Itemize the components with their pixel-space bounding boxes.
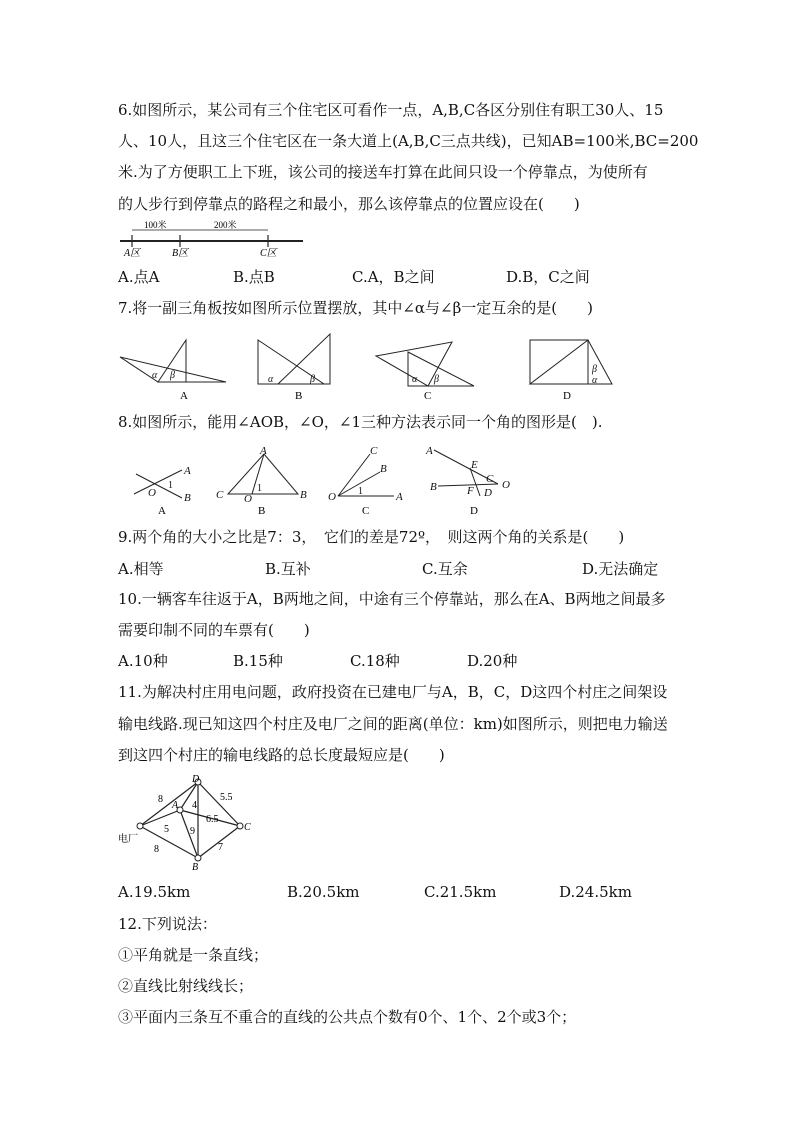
q9-option-d: D.无法确定 bbox=[582, 560, 659, 578]
q11-line-3: 到这四个村庄的输电线路的总长度最短应是( ) bbox=[118, 746, 445, 764]
q10-line-1: 10.一辆客车往返于A，B两地之间，中途有三个停靠站，那么在A、B两地之间最多 bbox=[118, 590, 666, 608]
q11-option-d: D.24.5km bbox=[559, 883, 632, 901]
q11-figure bbox=[116, 772, 256, 872]
q11-edge-b-c: 7 bbox=[218, 842, 223, 853]
q6-line-4: 的人步行到停靠点的路程之和最小，那么该停靠点的位置应设在( ) bbox=[118, 195, 580, 213]
q11-option-a: A.19.5km bbox=[118, 883, 191, 901]
q9-option-a: A.相等 bbox=[118, 560, 164, 578]
q8-d-pt-c: C bbox=[486, 473, 494, 485]
q10-option-c: C.18种 bbox=[350, 652, 400, 670]
q11-edge-plant-a: 5 bbox=[164, 824, 169, 835]
q6-option-c: C.A，B之间 bbox=[352, 268, 435, 286]
q7-figure-b bbox=[258, 334, 330, 385]
q7-d-alpha: α bbox=[592, 375, 598, 386]
q8-label-a: A bbox=[158, 505, 166, 517]
q7-a-beta: β bbox=[170, 370, 175, 381]
q11-village-b: B bbox=[192, 862, 199, 872]
q7-a-alpha: α bbox=[152, 370, 158, 381]
q7-b-beta: β bbox=[310, 374, 315, 385]
q7-label-a: A bbox=[180, 390, 188, 402]
q7-label-d: D bbox=[563, 390, 571, 402]
q12-line-1: 12.下列说法： bbox=[118, 915, 217, 933]
q6-option-b: B.点B bbox=[233, 268, 275, 286]
q8-a-pt-b: B bbox=[184, 492, 191, 504]
q8-d-pt-f: F bbox=[467, 485, 474, 497]
q8-b-one: 1 bbox=[257, 483, 262, 494]
q8-a-one: 1 bbox=[168, 480, 173, 491]
q11-village-a: A bbox=[172, 800, 179, 811]
q8-label-b: B bbox=[258, 505, 266, 517]
q10-option-d: D.20种 bbox=[467, 652, 518, 670]
q12-statement-2: ②直线比射线线长； bbox=[118, 977, 254, 995]
q7-label-c: C bbox=[424, 390, 432, 402]
q6-dist-bc: 200米 bbox=[214, 220, 237, 230]
q9-option-b: B.互补 bbox=[265, 560, 311, 578]
q7-line: 7.将一副三角板按如图所示位置摆放，其中∠α与∠β一定互余的是( ) bbox=[118, 299, 593, 317]
q8-d-pt-a: A bbox=[426, 445, 433, 457]
q6-zone-a: A区 bbox=[124, 248, 141, 259]
q9-option-c: C.互余 bbox=[422, 560, 468, 578]
q6-line-2: 人、10人，且这三个住宅区在一条大道上(A,B,C三点共线)，已知AB=100米,BC=200 bbox=[118, 132, 699, 150]
q11-edge-a-c: 6.5 bbox=[206, 814, 219, 825]
q7-label-b: B bbox=[295, 390, 303, 402]
q11-line-2: 输电线路.现已知这四个村庄及电厂之间的距离(单位：km)如图所示，则把电力输送 bbox=[118, 715, 668, 733]
q8-d-pt-d: D bbox=[484, 487, 492, 499]
q7-figure-c bbox=[376, 342, 474, 386]
q11-power-plant: 电厂 bbox=[118, 834, 138, 845]
q8-figure-d bbox=[425, 445, 510, 499]
q10-option-b: B.15种 bbox=[233, 652, 283, 670]
q11-edge-plant-d: 8 bbox=[158, 794, 163, 805]
q10-line-2: 需要印制不同的车票有( ) bbox=[118, 621, 310, 639]
q6-figure bbox=[118, 218, 308, 264]
q7-c-beta: β bbox=[434, 374, 439, 385]
q7-figure-d bbox=[530, 340, 612, 386]
q7-b-alpha: α bbox=[268, 374, 274, 385]
q8-b-pt-o: O bbox=[244, 493, 252, 505]
q8-figure-c bbox=[328, 445, 403, 503]
q8-b-pt-a: A bbox=[260, 445, 267, 457]
q10-option-a: A.10种 bbox=[118, 652, 168, 670]
q8-a-pt-a: A bbox=[184, 465, 191, 477]
q11-village-c: C bbox=[244, 822, 251, 833]
q8-c-pt-a: A bbox=[396, 491, 403, 503]
q8-figure-b bbox=[216, 445, 307, 505]
q8-c-pt-b: B bbox=[380, 463, 387, 475]
q6-zone-c: C区 bbox=[260, 248, 277, 259]
q11-edge-d-c: 5.5 bbox=[220, 792, 233, 803]
q6-dist-ab: 100米 bbox=[144, 220, 167, 230]
q11-line-1: 11.为解决村庄用电问题，政府投资在已建电厂与A，B，C，D这四个村庄之间架设 bbox=[118, 683, 668, 701]
q6-zone-b: B区 bbox=[172, 248, 189, 259]
q11-option-c: C.21.5km bbox=[424, 883, 497, 901]
q8-c-one: 1 bbox=[358, 486, 363, 497]
q8-d-pt-o: O bbox=[502, 479, 510, 491]
q9-line: 9.两个角的大小之比是7：3， 它们的差是72º， 则这两个角的关系是( ) bbox=[118, 528, 625, 546]
q12-statement-1: ①平角就是一条直线； bbox=[118, 946, 269, 964]
q8-figures bbox=[118, 440, 538, 518]
q6-line-3: 米.为了方便职工上下班，该公司的接送车打算在此间只设一个停靠点，为使所有 bbox=[118, 163, 648, 181]
q11-edge-plant-b: 8 bbox=[154, 844, 159, 855]
q8-a-pt-o: O bbox=[148, 487, 156, 499]
q8-b-pt-b: B bbox=[300, 489, 307, 501]
q11-edge-a-d: 4 bbox=[192, 800, 197, 811]
q8-c-pt-c: C bbox=[370, 445, 378, 457]
q8-label-c: C bbox=[362, 505, 370, 517]
q12-statement-3: ③平面内三条互不重合的直线的公共点个数有0个、1个、2个或3个； bbox=[118, 1008, 577, 1026]
q6-option-d: D.B，C之间 bbox=[506, 268, 590, 286]
q8-d-pt-b: B bbox=[430, 481, 437, 493]
q8-line: 8.如图所示，能用∠AOB，∠O，∠1三种方法表示同一个角的图形是( ). bbox=[118, 413, 603, 431]
q8-label-d: D bbox=[470, 505, 478, 517]
q7-figure-a bbox=[120, 340, 226, 382]
q11-edge-a-b: 9 bbox=[190, 826, 195, 837]
q8-c-pt-o: O bbox=[328, 491, 336, 503]
q8-figure-a bbox=[134, 465, 191, 504]
q7-c-alpha: α bbox=[412, 374, 418, 385]
q8-b-pt-c: C bbox=[216, 489, 224, 501]
q8-d-pt-e: E bbox=[471, 459, 478, 471]
q11-village-d: D bbox=[192, 774, 200, 785]
q11-option-b: B.20.5km bbox=[287, 883, 360, 901]
q6-line-1: 6.如图所示，某公司有三个住宅区可看作一点，A,B,C各区分别住有职工30人、15 bbox=[118, 101, 664, 119]
q7-figures bbox=[118, 330, 618, 402]
q7-d-beta: β bbox=[592, 364, 597, 375]
q6-option-a: A.点A bbox=[118, 268, 160, 286]
